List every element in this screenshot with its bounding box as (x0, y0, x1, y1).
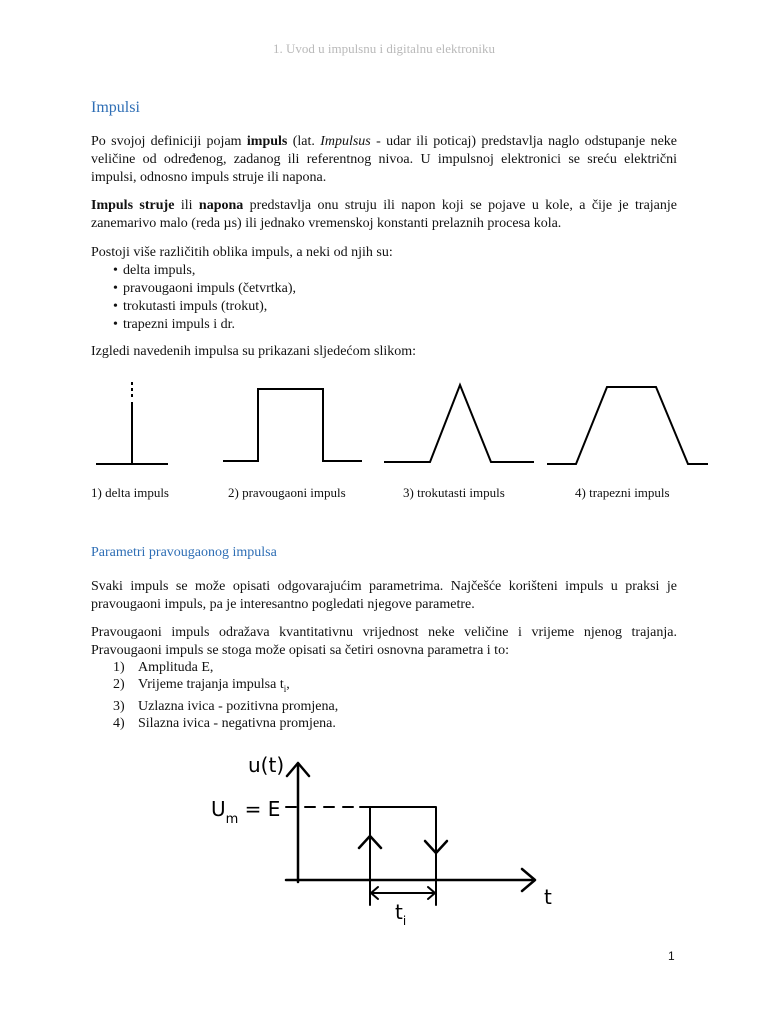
list-text: Uzlazna ivica - pozitivna promjena, (138, 698, 339, 714)
list-number: 4) (113, 715, 125, 731)
numbered-list (113, 659, 338, 732)
trapezoid-pulse (547, 387, 708, 464)
list-item: • trokutasti impuls (trokut), (113, 298, 296, 316)
list-item (113, 659, 338, 676)
text-run: Po svojoj definiciji pojam (91, 134, 247, 149)
running-header: 1. Uvod u impulsnu i digitalnu elektroniku (272, 41, 496, 56)
um-subscript: m (225, 812, 239, 827)
caption-triangular: 3) trokutasti impuls (403, 485, 505, 500)
bold-term: Impuls struje (91, 198, 175, 213)
paragraph-parametri: Svaki impuls se može opisati odgovarajućim parametrima. Najčešće korišteni impuls u praksi je pravougaoni impuls, pa je interesantno pogledati njegove parametre. (91, 579, 677, 612)
list-item: • pravougaoni impuls (četvrtka), (113, 280, 296, 298)
paragraph-izgledi: Izgledi navedenih impulsa su prikazani sljedećom slikom: (91, 344, 417, 359)
text-run: (lat. (287, 134, 321, 149)
pulse-top-and-fall (360, 807, 436, 880)
caption-trapezoid: 4) trapezni impuls (575, 485, 670, 500)
list-text: Amplituda E, (138, 660, 214, 675)
italic-term: Impulsus (320, 134, 371, 149)
list-number: 1) (113, 660, 125, 675)
subscript: i (283, 683, 287, 694)
page-number: 1 (668, 949, 675, 963)
um-label (211, 797, 280, 827)
caption-delta: 1) delta impuls (91, 485, 169, 500)
text-run: ili (174, 198, 199, 213)
list-item: • delta impuls, (113, 262, 296, 280)
triangular-pulse (384, 385, 534, 462)
paragraph-impuls-struje (91, 197, 677, 233)
list-item (113, 715, 338, 732)
list-item: • trapezni impuls i dr. (113, 316, 296, 334)
bold-term: impuls (246, 134, 288, 149)
list-number: 2) (113, 677, 125, 692)
list-item (113, 698, 338, 715)
ti-label (395, 900, 406, 928)
list-item (113, 676, 338, 698)
ti-main: t (395, 900, 403, 924)
rectangular-pulse (223, 389, 362, 461)
um-main: U (211, 797, 226, 821)
x-axis-label: t (544, 885, 552, 909)
y-axis-label: u(t) (248, 753, 285, 777)
section-title-parametri: Parametri pravougaonog impulsa (91, 545, 277, 560)
list-text: Vrijeme trajanja impulsa t (138, 677, 284, 692)
list-text: , (286, 677, 290, 692)
caption-rectangular: 2) pravougaoni impuls (228, 485, 346, 500)
bullet-list (113, 262, 296, 334)
text-run: predstavlja onu struju ili napon koji se pojave u kole, a čije je trajanje zanemarivo malo (reda µs) ili jednako vremenskoj konstanti prelaznih procesa kola. (91, 198, 677, 231)
paragraph-definition (91, 133, 677, 187)
paragraph-oblici: Postoji više različitih oblika impuls, a neki od njih su: (91, 245, 393, 260)
bold-term: napona (198, 198, 244, 213)
list-number: 3) (113, 698, 125, 714)
paragraph-pravougaoni: Pravougaoni impuls odražava kvantitativnu vrijednost neke veličine i vrijeme njenog trajanja. Pravougaoni impuls se stoga može opisati sa četiri osnovna parametra i to: (91, 625, 677, 658)
text-run: - udar ili poticaj) predstavlja naglo odstupanje neke veličine od određenog, zadanog ili referentnog nivoa. U impulsnoj elektronici se sreću električni impulsi, odnosno impuls struje ili napona. (91, 134, 678, 185)
rectangular-pulse-parameters-diagram (200, 748, 570, 930)
section-title-impulsi: Impulsi (91, 99, 140, 116)
list-text: Silazna ivica - negativna promjena. (138, 715, 336, 731)
um-equals: = E (238, 797, 281, 821)
ti-subscript: i (402, 914, 407, 928)
impulse-shapes-figure (88, 378, 712, 470)
